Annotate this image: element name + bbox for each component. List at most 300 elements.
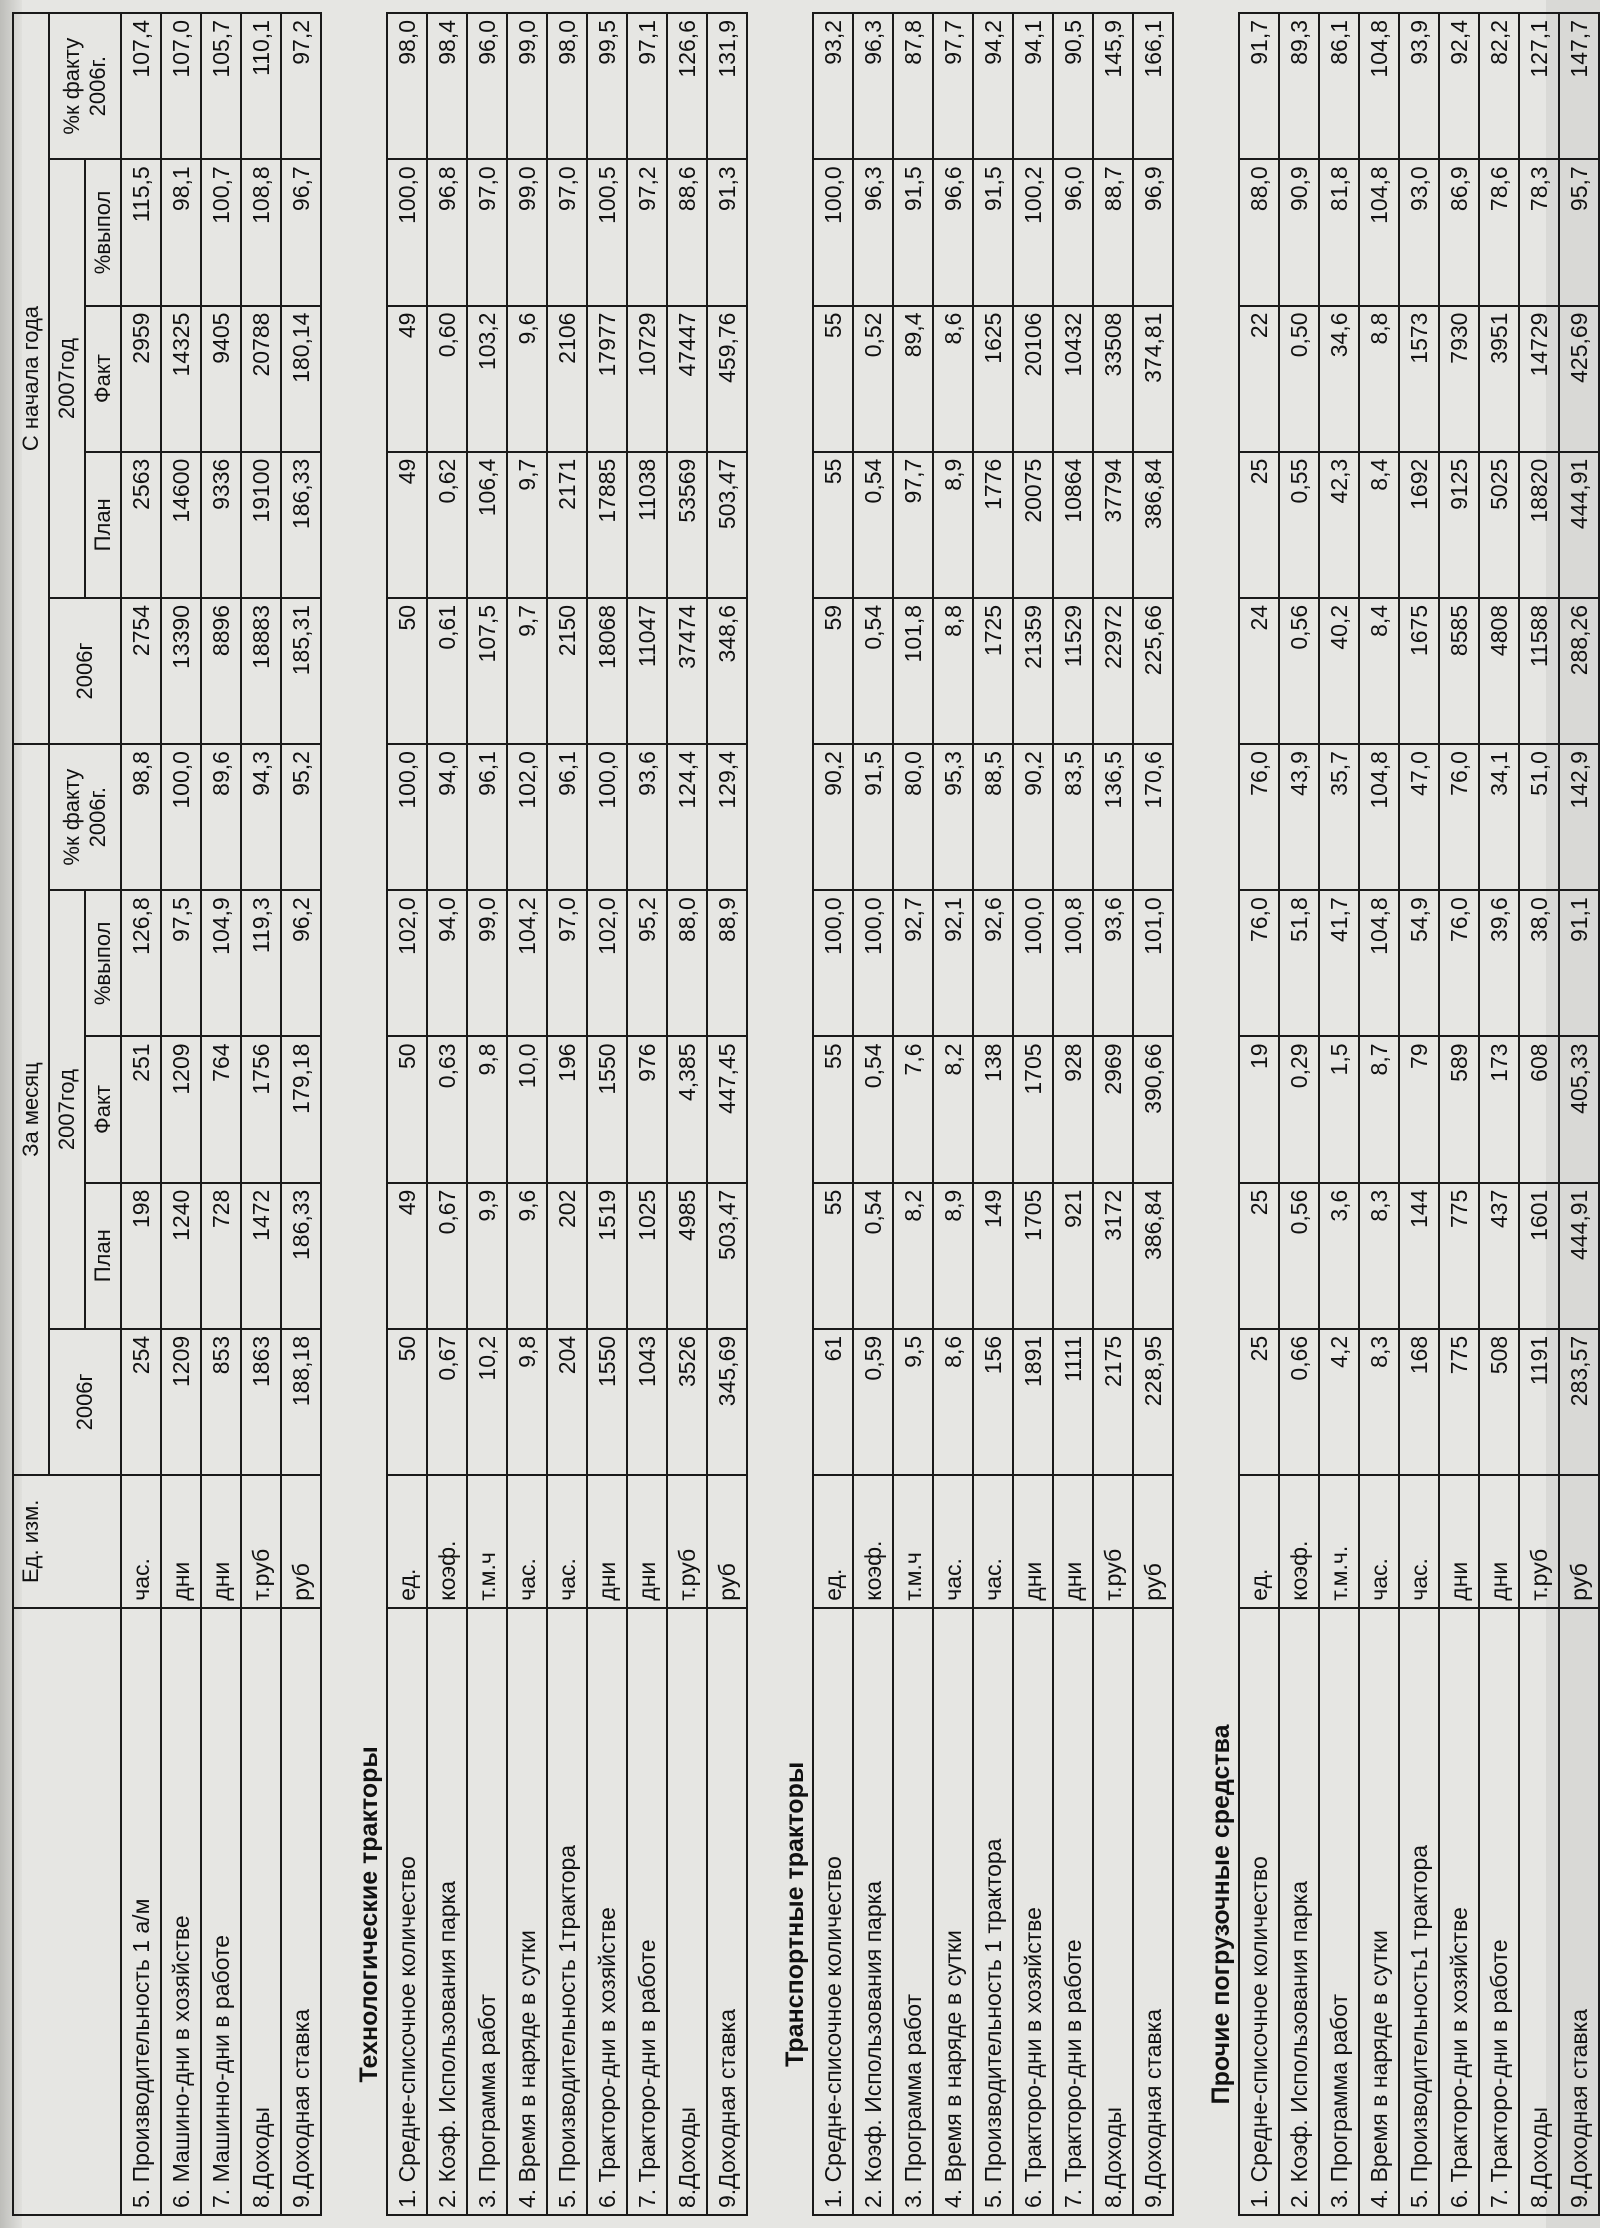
month-prev-year-cell: 204: [547, 1329, 587, 1475]
ytd-pct-exec-cell: 88,6: [667, 159, 707, 305]
row-label: 4. Время в наряде в сутки: [933, 1608, 973, 2215]
ytd-fact-cell: 103,2: [467, 306, 507, 452]
ytd-plan-cell: 37794: [1093, 452, 1133, 598]
month-prev-year-cell: 1550: [587, 1329, 627, 1475]
ytd-prev-year-cell: 225,66: [1133, 598, 1173, 744]
row-label: 9.Доходная ставка: [1559, 1608, 1599, 2215]
ytd-pct-prev-cell: 110,1: [241, 13, 281, 159]
row-label: 6. Тракторо-дни в хозяйстве: [587, 1608, 627, 2215]
ytd-prev-year-cell: 0,61: [427, 598, 467, 744]
table-row: [121, 13, 161, 2215]
row-unit: час.: [547, 1475, 587, 1608]
ytd-pct-prev-cell: 127,1: [1519, 13, 1559, 159]
month-fact-cell: 1550: [587, 1036, 627, 1182]
table-row: [161, 13, 201, 2215]
row-label: 8.Доходы: [241, 1608, 281, 2215]
month-prev-year-cell: 0,67: [427, 1329, 467, 1475]
ytd-pct-exec-cell: 88,7: [1093, 159, 1133, 305]
row-label: 3. Программа работ: [893, 1608, 933, 2215]
row-label: 9.Доходная ставка: [1133, 1608, 1173, 2215]
ytd-pct-exec-cell: 99,0: [507, 159, 547, 305]
month-prev-year-cell: 283,57: [1559, 1329, 1599, 1475]
ytd-pct-exec-cell: 86,9: [1439, 159, 1479, 305]
row-unit: дни: [1013, 1475, 1053, 1608]
ytd-prev-year-cell: 1675: [1399, 598, 1439, 744]
ytd-plan-cell: 9,7: [507, 452, 547, 598]
month-pct-prev-cell: 96,1: [467, 744, 507, 890]
ytd-pct-prev-cell: 94,2: [973, 13, 1013, 159]
ytd-plan-cell: 386,84: [1133, 452, 1173, 598]
month-prev-year-cell: 1863: [241, 1329, 281, 1475]
month-prev-year-cell: 4,2: [1319, 1329, 1359, 1475]
ytd-plan-cell: 186,33: [281, 452, 321, 598]
table-row: [1399, 13, 1439, 2215]
ytd-pct-prev-cell: 98,0: [547, 13, 587, 159]
ytd-pct-prev-cell: 97,1: [627, 13, 667, 159]
month-fact-cell: 608: [1519, 1036, 1559, 1182]
ytd-pct-prev-cell: 96,0: [467, 13, 507, 159]
ytd-plan-cell: 2171: [547, 452, 587, 598]
ytd-plan-cell: 8,9: [933, 452, 973, 598]
ytd-fact-cell: 1573: [1399, 306, 1439, 452]
table-row: [201, 13, 241, 2215]
row-unit: т.м.ч: [467, 1475, 507, 1608]
header-year-prev-ytd: 2006г: [49, 598, 121, 744]
month-prev-year-cell: 10,2: [467, 1329, 507, 1475]
header-fact-ytd: Факт: [85, 306, 121, 452]
month-pct-prev-cell: 94,3: [241, 744, 281, 890]
month-plan-cell: 202: [547, 1183, 587, 1329]
ytd-plan-cell: 25: [1239, 452, 1279, 598]
table-row: [1093, 13, 1133, 2215]
row-label: 2. Коэф. Использования парка: [1279, 1608, 1319, 2215]
month-plan-cell: 728: [201, 1183, 241, 1329]
month-pct-prev-cell: 51,0: [1519, 744, 1559, 890]
month-pct-exec-cell: 92,1: [933, 890, 973, 1036]
row-unit: дни: [1479, 1475, 1519, 1608]
ytd-plan-cell: 10864: [1053, 452, 1093, 598]
month-pct-prev-cell: 104,8: [1359, 744, 1399, 890]
month-plan-cell: 775: [1439, 1183, 1479, 1329]
row-unit: т.руб: [1093, 1475, 1133, 1608]
month-pct-exec-cell: 104,2: [507, 890, 547, 1036]
ytd-fact-cell: 8,8: [1359, 306, 1399, 452]
month-plan-cell: 8,3: [1359, 1183, 1399, 1329]
month-fact-cell: 390,66: [1133, 1036, 1173, 1182]
month-fact-cell: 928: [1053, 1036, 1093, 1182]
month-pct-exec-cell: 102,0: [387, 890, 427, 1036]
ytd-plan-cell: 0,54: [853, 452, 893, 598]
section-title: Прочие погрузочные средства: [1173, 1608, 1239, 2215]
ytd-prev-year-cell: 13390: [161, 598, 201, 744]
ytd-pct-prev-cell: 147,7: [1559, 13, 1599, 159]
month-prev-year-cell: 345,69: [707, 1329, 747, 1475]
ytd-pct-exec-cell: 104,8: [1359, 159, 1399, 305]
month-pct-prev-cell: 129,4: [707, 744, 747, 890]
month-prev-year-cell: 8,6: [933, 1329, 973, 1475]
row-label: 5. Производительность 1трактора: [547, 1608, 587, 2215]
month-pct-exec-cell: 38,0: [1519, 890, 1559, 1036]
ytd-plan-cell: 503,47: [707, 452, 747, 598]
ytd-pct-prev-cell: 104,8: [1359, 13, 1399, 159]
ytd-plan-cell: 55: [813, 452, 853, 598]
ytd-pct-prev-cell: 145,9: [1093, 13, 1133, 159]
header-plan-month: План: [85, 1183, 121, 1329]
header-fact-month: Факт: [85, 1036, 121, 1182]
ytd-pct-prev-cell: 96,3: [853, 13, 893, 159]
table-row: [1359, 13, 1399, 2215]
table-row: [1519, 13, 1559, 2215]
ytd-pct-exec-cell: 96,3: [853, 159, 893, 305]
section-title: Технологические тракторы: [321, 1608, 387, 2215]
header-name: [13, 1608, 121, 2215]
month-plan-cell: 9,9: [467, 1183, 507, 1329]
month-fact-cell: 196: [547, 1036, 587, 1182]
ytd-pct-exec-cell: 93,0: [1399, 159, 1439, 305]
row-label: 2. Коэф. Использования парка: [427, 1608, 467, 2215]
month-pct-prev-cell: 91,5: [853, 744, 893, 890]
month-prev-year-cell: 1891: [1013, 1329, 1053, 1475]
month-prev-year-cell: 1191: [1519, 1329, 1559, 1475]
ytd-fact-cell: 33508: [1093, 306, 1133, 452]
row-unit: коэф.: [1279, 1475, 1319, 1608]
table-row: [1439, 13, 1479, 2215]
table-row: [627, 13, 667, 2215]
table-row: [467, 13, 507, 2215]
ytd-fact-cell: 2106: [547, 306, 587, 452]
ytd-fact-cell: 89,4: [893, 306, 933, 452]
ytd-fact-cell: 14729: [1519, 306, 1559, 452]
ytd-plan-cell: 5025: [1479, 452, 1519, 598]
ytd-pct-prev-cell: 99,0: [507, 13, 547, 159]
row-unit: коэф.: [853, 1475, 893, 1608]
month-fact-cell: 0,54: [853, 1036, 893, 1182]
ytd-prev-year-cell: 24: [1239, 598, 1279, 744]
month-pct-exec-cell: 102,0: [587, 890, 627, 1036]
ytd-pct-prev-cell: 91,7: [1239, 13, 1279, 159]
section-spacer: [747, 13, 813, 1608]
ytd-pct-exec-cell: 100,5: [587, 159, 627, 305]
month-plan-cell: 144: [1399, 1183, 1439, 1329]
ytd-pct-exec-cell: 100,0: [813, 159, 853, 305]
ytd-pct-prev-cell: 86,1: [1319, 13, 1359, 159]
month-pct-exec-cell: 76,0: [1239, 890, 1279, 1036]
ytd-pct-exec-cell: 98,1: [161, 159, 201, 305]
month-pct-exec-cell: 91,1: [1559, 890, 1599, 1036]
ytd-fact-cell: 22: [1239, 306, 1279, 452]
month-prev-year-cell: 168: [1399, 1329, 1439, 1475]
month-pct-exec-cell: 39,6: [1479, 890, 1519, 1036]
ytd-fact-cell: 0,60: [427, 306, 467, 452]
month-prev-year-cell: 156: [973, 1329, 1013, 1475]
month-plan-cell: 921: [1053, 1183, 1093, 1329]
ytd-prev-year-cell: 9,7: [507, 598, 547, 744]
ytd-pct-prev-cell: 166,1: [1133, 13, 1173, 159]
month-plan-cell: 503,47: [707, 1183, 747, 1329]
ytd-plan-cell: 1692: [1399, 452, 1439, 598]
ytd-fact-cell: 17977: [587, 306, 627, 452]
month-pct-prev-cell: 43,9: [1279, 744, 1319, 890]
month-plan-cell: 1240: [161, 1183, 201, 1329]
ytd-pct-prev-cell: 94,1: [1013, 13, 1053, 159]
table-row: [587, 13, 627, 2215]
month-pct-exec-cell: 54,9: [1399, 890, 1439, 1036]
header-period-ytd: С начала года: [13, 13, 49, 744]
month-prev-year-cell: 853: [201, 1329, 241, 1475]
header-year-curr-month: 2007год: [49, 890, 85, 1329]
row-unit: дни: [587, 1475, 627, 1608]
row-label: 5. Производительность 1 а/м: [121, 1608, 161, 2215]
month-pct-prev-cell: 170,6: [1133, 744, 1173, 890]
ytd-plan-cell: 9336: [201, 452, 241, 598]
month-plan-cell: 1601: [1519, 1183, 1559, 1329]
month-plan-cell: 55: [813, 1183, 853, 1329]
month-pct-prev-cell: 90,2: [813, 744, 853, 890]
ytd-plan-cell: 0,62: [427, 452, 467, 598]
month-pct-prev-cell: 93,6: [627, 744, 667, 890]
month-fact-cell: 1756: [241, 1036, 281, 1182]
month-pct-prev-cell: 83,5: [1053, 744, 1093, 890]
ytd-plan-cell: 19100: [241, 452, 281, 598]
month-plan-cell: 3172: [1093, 1183, 1133, 1329]
ytd-pct-exec-cell: 91,3: [707, 159, 747, 305]
ytd-plan-cell: 14600: [161, 452, 201, 598]
month-pct-exec-cell: 92,7: [893, 890, 933, 1036]
ytd-prev-year-cell: 2150: [547, 598, 587, 744]
ytd-fact-cell: 9405: [201, 306, 241, 452]
ytd-plan-cell: 42,3: [1319, 452, 1359, 598]
table-row: [1279, 13, 1319, 2215]
month-pct-exec-cell: 119,3: [241, 890, 281, 1036]
month-fact-cell: 9,8: [467, 1036, 507, 1182]
ytd-fact-cell: 459,76: [707, 306, 747, 452]
month-pct-exec-cell: 88,9: [707, 890, 747, 1036]
ytd-pct-exec-cell: 97,0: [547, 159, 587, 305]
ytd-plan-cell: 53569: [667, 452, 707, 598]
table-row: [507, 13, 547, 2215]
row-unit: руб: [707, 1475, 747, 1608]
row-unit: т.руб: [667, 1475, 707, 1608]
month-pct-exec-cell: 92,6: [973, 890, 1013, 1036]
ytd-fact-cell: 2959: [121, 306, 161, 452]
ytd-prev-year-cell: 11588: [1519, 598, 1559, 744]
month-fact-cell: 10,0: [507, 1036, 547, 1182]
table-row: [281, 13, 321, 2215]
ytd-pct-exec-cell: 78,3: [1519, 159, 1559, 305]
ytd-fact-cell: 8,6: [933, 306, 973, 452]
row-unit: коэф.: [427, 1475, 467, 1608]
month-plan-cell: 1025: [627, 1183, 667, 1329]
ytd-fact-cell: 374,81: [1133, 306, 1173, 452]
ytd-prev-year-cell: 4808: [1479, 598, 1519, 744]
ytd-fact-cell: 10432: [1053, 306, 1093, 452]
month-prev-year-cell: 1043: [627, 1329, 667, 1475]
month-plan-cell: 0,67: [427, 1183, 467, 1329]
ytd-pct-prev-cell: 92,4: [1439, 13, 1479, 159]
month-pct-exec-cell: 97,5: [161, 890, 201, 1036]
table-row: [1013, 13, 1053, 2215]
header-pct-prev-ytd: %к факту 2006г.: [49, 13, 121, 159]
row-label: 7. Тракторо-дни в работе: [627, 1608, 667, 2215]
row-label: 5. Производительность1 трактора: [1399, 1608, 1439, 2215]
ytd-pct-prev-cell: 87,8: [893, 13, 933, 159]
ytd-fact-cell: 47447: [667, 306, 707, 452]
ytd-pct-prev-cell: 98,4: [427, 13, 467, 159]
month-plan-cell: 1472: [241, 1183, 281, 1329]
month-fact-cell: 179,18: [281, 1036, 321, 1182]
month-fact-cell: 173: [1479, 1036, 1519, 1182]
month-fact-cell: 1705: [1013, 1036, 1053, 1182]
row-label: 3. Программа работ: [1319, 1608, 1359, 2215]
table-row: [387, 13, 427, 2215]
table-row: [893, 13, 933, 2215]
ytd-pct-prev-cell: 89,3: [1279, 13, 1319, 159]
header-unit: Ед. изм.: [13, 1475, 121, 1608]
month-plan-cell: 198: [121, 1183, 161, 1329]
month-prev-year-cell: 775: [1439, 1329, 1479, 1475]
ytd-prev-year-cell: 107,5: [467, 598, 507, 744]
month-plan-cell: 149: [973, 1183, 1013, 1329]
ytd-pct-exec-cell: 96,7: [281, 159, 321, 305]
month-fact-cell: 251: [121, 1036, 161, 1182]
month-prev-year-cell: 188,18: [281, 1329, 321, 1475]
ytd-prev-year-cell: 11047: [627, 598, 667, 744]
month-prev-year-cell: 228,95: [1133, 1329, 1173, 1475]
ytd-pct-exec-cell: 115,5: [121, 159, 161, 305]
ytd-prev-year-cell: 0,56: [1279, 598, 1319, 744]
header-year-prev-month: 2006г: [49, 1329, 121, 1475]
ytd-fact-cell: 34,6: [1319, 306, 1359, 452]
month-fact-cell: 764: [201, 1036, 241, 1182]
ytd-pct-exec-cell: 100,7: [201, 159, 241, 305]
row-unit: час.: [121, 1475, 161, 1608]
table-body: [121, 13, 1599, 2215]
row-label: 1. Средне-списочное количество: [1239, 1608, 1279, 2215]
month-fact-cell: 405,33: [1559, 1036, 1599, 1182]
month-pct-exec-cell: 94,0: [427, 890, 467, 1036]
month-prev-year-cell: 0,66: [1279, 1329, 1319, 1475]
month-plan-cell: 8,2: [893, 1183, 933, 1329]
table-row: [813, 13, 853, 2215]
row-unit: час.: [1359, 1475, 1399, 1608]
ytd-prev-year-cell: 50: [387, 598, 427, 744]
ytd-prev-year-cell: 101,8: [893, 598, 933, 744]
table-row: [1239, 13, 1279, 2215]
month-pct-exec-cell: 51,8: [1279, 890, 1319, 1036]
month-fact-cell: 50: [387, 1036, 427, 1182]
month-prev-year-cell: 9,5: [893, 1329, 933, 1475]
table-row: [707, 13, 747, 2215]
table-row: [1479, 13, 1519, 2215]
ytd-pct-prev-cell: 98,0: [387, 13, 427, 159]
table-row: [547, 13, 587, 2215]
month-pct-prev-cell: 88,5: [973, 744, 1013, 890]
row-label: 7. Машинно-дни в работе: [201, 1608, 241, 2215]
row-unit: дни: [161, 1475, 201, 1608]
ytd-plan-cell: 8,4: [1359, 452, 1399, 598]
month-pct-exec-cell: 97,0: [547, 890, 587, 1036]
month-pct-prev-cell: 124,4: [667, 744, 707, 890]
section-spacer: [321, 13, 387, 1608]
row-unit: т.м.ч: [893, 1475, 933, 1608]
section-spacer: [1173, 13, 1239, 1608]
month-prev-year-cell: 0,59: [853, 1329, 893, 1475]
table-row: [1053, 13, 1093, 2215]
month-fact-cell: 1209: [161, 1036, 201, 1182]
row-label: 9.Доходная ставка: [281, 1608, 321, 2215]
ytd-plan-cell: 2563: [121, 452, 161, 598]
ytd-pct-prev-cell: 97,7: [933, 13, 973, 159]
ytd-plan-cell: 17885: [587, 452, 627, 598]
ytd-pct-exec-cell: 96,9: [1133, 159, 1173, 305]
month-plan-cell: 9,6: [507, 1183, 547, 1329]
ytd-pct-exec-cell: 108,8: [241, 159, 281, 305]
ytd-fact-cell: 55: [813, 306, 853, 452]
ytd-prev-year-cell: 8,4: [1359, 598, 1399, 744]
month-prev-year-cell: 25: [1239, 1329, 1279, 1475]
month-pct-exec-cell: 100,0: [853, 890, 893, 1036]
ytd-fact-cell: 3951: [1479, 306, 1519, 452]
month-plan-cell: 3,6: [1319, 1183, 1359, 1329]
table-row: [973, 13, 1013, 2215]
ytd-prev-year-cell: 18883: [241, 598, 281, 744]
month-fact-cell: 79: [1399, 1036, 1439, 1182]
month-prev-year-cell: 2175: [1093, 1329, 1133, 1475]
month-prev-year-cell: 1111: [1053, 1329, 1093, 1475]
month-pct-exec-cell: 104,8: [1359, 890, 1399, 1036]
ytd-fact-cell: 1625: [973, 306, 1013, 452]
ytd-fact-cell: 425,69: [1559, 306, 1599, 452]
month-pct-exec-cell: 95,2: [627, 890, 667, 1036]
row-unit: ед.: [387, 1475, 427, 1608]
ytd-fact-cell: 7930: [1439, 306, 1479, 452]
month-pct-prev-cell: 80,0: [893, 744, 933, 890]
month-pct-exec-cell: 96,2: [281, 890, 321, 1036]
row-label: 8.Доходы: [1519, 1608, 1559, 2215]
row-unit: дни: [1439, 1475, 1479, 1608]
month-pct-exec-cell: 41,7: [1319, 890, 1359, 1036]
month-plan-cell: 1705: [1013, 1183, 1053, 1329]
ytd-pct-exec-cell: 78,6: [1479, 159, 1519, 305]
section-header: [321, 13, 387, 2215]
ytd-fact-cell: 20106: [1013, 306, 1053, 452]
ytd-prev-year-cell: 348,6: [707, 598, 747, 744]
header-period-month: За месяц: [13, 744, 49, 1475]
month-pct-prev-cell: 102,0: [507, 744, 547, 890]
month-fact-cell: 8,2: [933, 1036, 973, 1182]
row-unit: руб: [281, 1475, 321, 1608]
section-header: [747, 13, 813, 2215]
month-fact-cell: 447,45: [707, 1036, 747, 1182]
month-pct-exec-cell: 99,0: [467, 890, 507, 1036]
ytd-prev-year-cell: 1725: [973, 598, 1013, 744]
header-exec-ytd: %выпол: [85, 159, 121, 305]
ytd-prev-year-cell: 21359: [1013, 598, 1053, 744]
ytd-pct-prev-cell: 99,5: [587, 13, 627, 159]
month-pct-prev-cell: 76,0: [1439, 744, 1479, 890]
month-prev-year-cell: 1209: [161, 1329, 201, 1475]
row-label: 3. Программа работ: [467, 1608, 507, 2215]
ytd-prev-year-cell: 8585: [1439, 598, 1479, 744]
month-fact-cell: 138: [973, 1036, 1013, 1182]
month-pct-exec-cell: 93,6: [1093, 890, 1133, 1036]
month-prev-year-cell: 9,8: [507, 1329, 547, 1475]
ytd-plan-cell: 97,7: [893, 452, 933, 598]
table-row: [1319, 13, 1359, 2215]
month-fact-cell: 4,385: [667, 1036, 707, 1182]
row-label: 5. Производительность 1 трактора: [973, 1608, 1013, 2215]
ytd-fact-cell: 180,14: [281, 306, 321, 452]
